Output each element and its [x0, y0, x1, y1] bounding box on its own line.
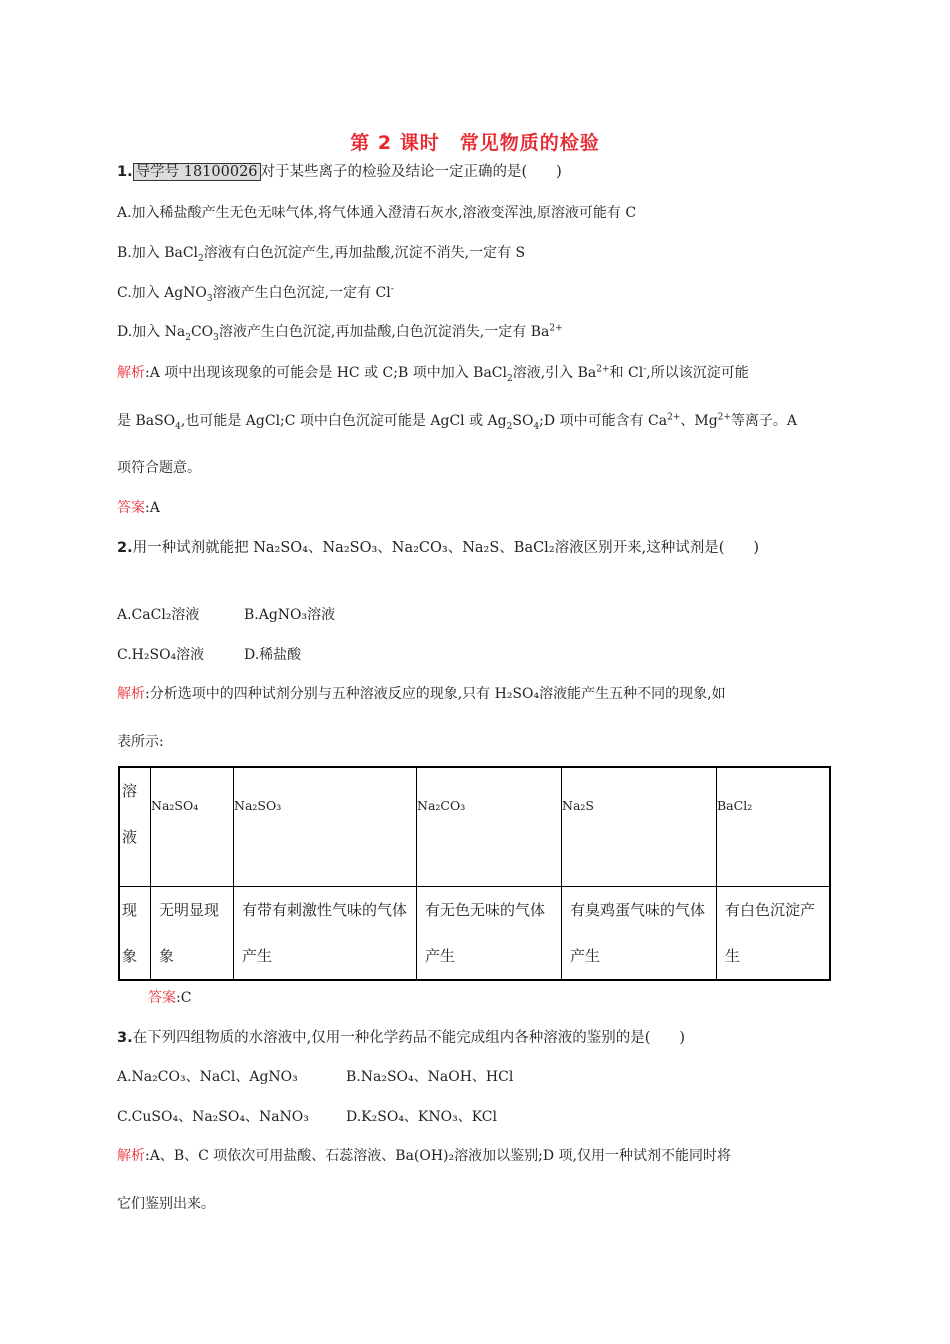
- option-text: 溶液产生白色沉淀,再加盐酸,白色沉淀消失,一定有 Ba: [218, 324, 550, 340]
- answer-value: :C: [176, 990, 192, 1006]
- question-1: [117, 160, 562, 181]
- option-c: C.加入 AgNO$_3$溶液产生白色沉淀,一定有 Cl-: [117, 284, 394, 304]
- analysis-text: :分析选项中的四种试剂分别与五种溶液反应的现象,只有 H₂SO₄溶液能产生五种不同的现象,如: [145, 686, 726, 702]
- analysis-text: 等离子。A: [730, 413, 798, 429]
- question-stem: 对于某些离子的检验及结论一定正确的是( ): [260, 164, 562, 180]
- option-d: D.稀盐酸: [244, 647, 302, 663]
- option-a: A.加入稀盐酸产生无色无味气体,将气体通入澄清石灰水,溶液变浑浊,原溶液可能有 C: [117, 205, 637, 221]
- option-b: B.AgNO₃溶液: [244, 607, 336, 623]
- option-text: C.加入 AgNO: [117, 285, 207, 301]
- table-cell: 有带有刺激性气味的气体产生: [234, 887, 417, 981]
- analysis-3-line-1: [117, 1145, 731, 1165]
- reaction-table: [118, 766, 831, 981]
- question-number: 1.: [117, 164, 133, 180]
- table-row: [119, 887, 830, 981]
- option-a: A.Na₂CO₃、NaCl、AgNO₃: [117, 1069, 298, 1085]
- table-header-cell: Na₂CO₃: [417, 767, 562, 887]
- analysis-1-line-3: 项符合题意。: [117, 460, 201, 476]
- table-row-label: 现象: [119, 887, 151, 981]
- option-b: B.加入 BaCl$_2$溶液有白色沉淀产生,再加盐酸,沉淀不消失,一定有 S: [117, 245, 526, 264]
- option-text: 溶液产生白色沉淀,一定有 Cl: [212, 285, 391, 301]
- question-2: [117, 536, 759, 557]
- analysis-text: ,所以该沉淀可能: [646, 365, 749, 381]
- option-text: D.加入 Na: [117, 324, 186, 340]
- analysis-text: 、Mg: [680, 413, 718, 429]
- analysis-3-line-2: 它们鉴别出来。: [117, 1196, 215, 1212]
- table-cell: 有白色沉淀产生: [717, 887, 831, 981]
- option-text: B.加入 BaCl: [117, 245, 199, 261]
- table-header-cell: Na₂SO₄: [151, 767, 234, 887]
- option-c: C.CuSO₄、Na₂SO₄、NaNO₃: [117, 1109, 309, 1125]
- question-number: 3.: [117, 1030, 133, 1046]
- option-a: A.CaCl₂溶液: [117, 607, 200, 623]
- option-text: 溶液有白色沉淀产生,再加盐酸,沉淀不消失,一定有 S: [203, 245, 526, 261]
- analysis-text: :A、B、C 项依次可用盐酸、石蕊溶液、Ba(OH)₂溶液加以鉴别;D 项,仅用一种试剂不能同时将: [145, 1148, 731, 1164]
- table-header-cell: Na₂SO₃: [234, 767, 417, 887]
- question-stem: 在下列四组物质的水溶液中,仅用一种化学药品不能完成组内各种溶液的鉴别的是( ): [132, 1030, 686, 1046]
- answer-2: [148, 987, 191, 1007]
- guide-number-tag[interactable]: 导学号 18100026: [133, 163, 261, 181]
- table-cell: 有臭鸡蛋气味的气体产生: [562, 887, 717, 981]
- option-d: D.K₂SO₄、KNO₃、KCl: [346, 1109, 497, 1125]
- table-header-cell: BaCl₂: [717, 767, 831, 887]
- answer-label: 答案: [117, 500, 145, 516]
- analysis-text: :A 项中出现该现象的可能会是 HC 或 C;B 项中加入 BaCl: [145, 365, 507, 381]
- table-cell: 无明显现象: [151, 887, 234, 981]
- question-3: [117, 1026, 685, 1047]
- question-stem: 用一种试剂就能把 Na₂SO₄、Na₂SO₃、Na₂CO₃、Na₂S、BaCl₂溶液区别开来,这种试剂是( ): [132, 540, 760, 556]
- analysis-2-line-2: 表所示:: [117, 734, 164, 750]
- option-d: D.加入 $Na_2CO_3$溶液产生白色沉淀,再加盐酸,白色沉淀消失,一定有 $Ba^{2+}$: [117, 323, 563, 343]
- answer-1: [117, 497, 160, 517]
- analysis-text: SO: [512, 413, 534, 429]
- analysis-1-line-2: 是 BaSO$_4$,也可能是 AgCl;C 项中白色沉淀可能是 AgCl 或 $Ag_2SO_4;D$ 项中可能含有 $Ca^{2+}$、$Mg^{2+}$等离子。A: [117, 412, 798, 432]
- analysis-label: 解析: [117, 1148, 145, 1164]
- analysis-text: 和 Cl: [609, 365, 644, 381]
- analysis-text: 溶液,引入 Ba: [512, 365, 597, 381]
- table-row-label: 溶液: [119, 767, 151, 887]
- table-header-row: [119, 767, 830, 887]
- answer-label: 答案: [148, 990, 176, 1006]
- table-header-cell: Na₂S: [562, 767, 717, 887]
- analysis-label: 解析: [117, 365, 145, 381]
- option-b: B.Na₂SO₄、NaOH、HCl: [346, 1069, 514, 1085]
- question-number: 2.: [117, 540, 133, 556]
- page-title: 第 2 课时 常见物质的检验: [350, 132, 600, 154]
- option-c: C.H₂SO₄溶液: [117, 647, 205, 663]
- answer-value: :A: [145, 500, 160, 516]
- analysis-text: 是 BaSO: [117, 413, 176, 429]
- analysis-text: ;D 项中可能含有 Ca: [539, 413, 668, 429]
- analysis-2-line-1: [117, 683, 726, 703]
- analysis-label: 解析: [117, 686, 145, 702]
- table-cell: 有无色无味的气体产生: [417, 887, 562, 981]
- option-text: CO: [190, 324, 214, 340]
- analysis-1-line-1: 解析:A 项中出现该现象的可能会是 HC 或 C;B 项中加入 BaCl$_2$溶液,引入 $Ba^{2+}$和 Cl-,所以该沉淀可能: [117, 364, 749, 384]
- analysis-text: ,也可能是 AgCl;C 项中白色沉淀可能是 AgCl 或 Ag: [180, 413, 507, 429]
